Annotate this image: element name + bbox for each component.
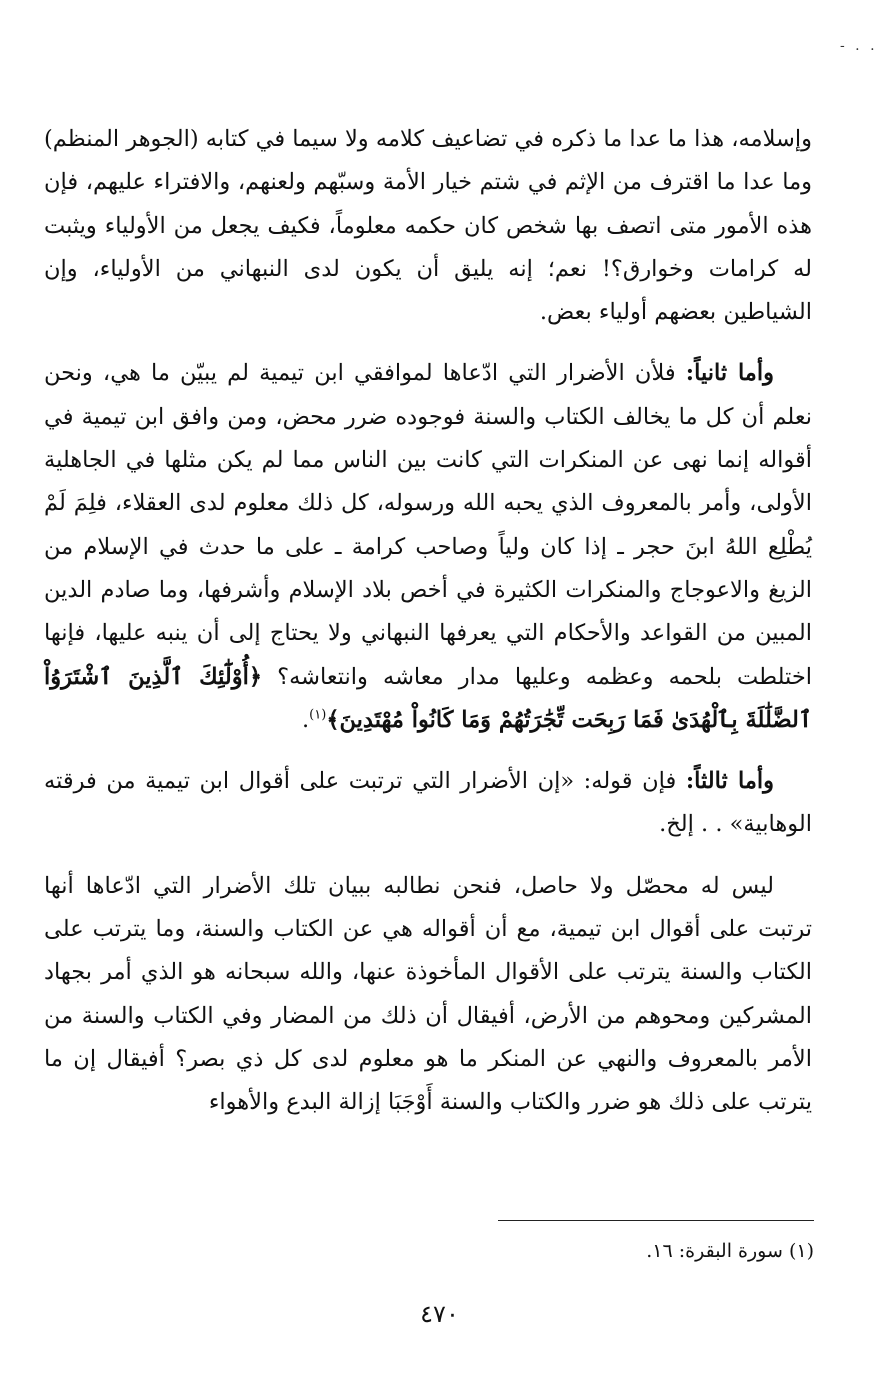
- paragraph-2-end: .: [302, 706, 310, 733]
- paragraph-3: [44, 760, 812, 847]
- footnote-reference: (١): [309, 707, 327, 723]
- paragraph-2-lead: وأما ثانياً:: [685, 360, 774, 387]
- paragraph-2-text: فلأن الأضرار التي ادّعاها لموافقي ابن تيمية لم يبيّن ما هي، ونحن نعلم أن كل ما يخالف الكتاب والسنة فوجوده ضرر محض، ومن وافق ابن تيمية في أقواله إنما نهى عن المنكرات التي كانت بين الناس مما لم يكن مثلها في الجاهلية الأولى، وأمر بالمعروف الذي يحبه الله ورسوله، كل ذلك معلوم لدى العقلاء، فلِمَ لَمْ يُطْلِع اللهُ ابنَ حجر ـ إذا كان ولياً وصاحب كرامة ـ على ما حدث في الإسلام من الزيغ والاعوجاج والمنكرات الكثيرة في أخص بلاد الإسلام وأشرفها، وما صادم الدين المبين من القواعد والأحكام التي يعرفها النبهاني ولا يحتاج إلى أن ينبه عليها، فإنها اختلطت بلحمه وعظمه وعليها مدار معاشه وانتعاشه؟: [44, 360, 812, 690]
- footnote-divider: [498, 1220, 814, 1221]
- paragraph-1: وإسلامه، هذا ما عدا ما ذكره في تضاعيف كلامه ولا سيما في كتابه (الجوهر المنظم) وما عدا ما اقترف من الإثم في شتم خيار الأمة وسبّهم ولعنهم، والافتراء عليهم، فإن هذه الأمور متى اتصف بها شخص كان حكمه معلوماً، فكيف يجعل من الأولياء ويثبت له كرامات وخوارق؟! نعم؛ إنه يليق أن يكون لدى النبهاني من الأولياء، وإن الشياطين بعضهم أولياء بعض.: [44, 126, 812, 326]
- main-text: [44, 118, 812, 1125]
- paragraph-4: ليس له محصّل ولا حاصل، فنحن نطالبه ببيان تلك الأضرار التي ادّعاها أنها ترتبت على أقوال ابن تيمية، مع أن أقواله هي عن الكتاب والسنة، وما يترتب على الكتاب والسنة يترتب على الأقوال المأخوذة عنها، والله سبحانه هو الذي أمر بجهاد المشركين ومحوهم من الأرض، أفيقال أن ذلك من المضار وفي الكتاب والسنة من الأمر بالمعروف والنهي عن المنكر ما هو معلوم لدى كل ذي بصر؟ أفيقال إن ما يترتب على ذلك هو ضرر والكتاب والسنة أَوْجَبَا إزالة البدع والأهواء: [44, 872, 812, 1116]
- paragraph-3-lead: وأما ثالثاً:: [685, 768, 774, 795]
- page-number: ٤٧٠: [420, 1300, 459, 1328]
- corner-mark: - . .: [840, 38, 878, 54]
- paragraph-3-text: فإن قوله: «إن الأضرار التي ترتبت على أقوال ابن تيمية من فرقته الوهابية» . . إلخ.: [44, 768, 812, 838]
- footnote: (١) سورة البقرة: ١٦.: [646, 1240, 814, 1262]
- quran-verse: ﴿أُوْلَٰٓئِكَ ٱلَّذِينَ ٱشْتَرَوُاْ ٱلضَّلَٰلَةَ بِٱلْهُدَىٰ فَمَا رَبِحَت تِّجَٰرَتُهُمْ وَمَا كَانُواْ مُهْتَدِينَ﴾: [44, 663, 812, 733]
- paragraph-2: [44, 352, 812, 742]
